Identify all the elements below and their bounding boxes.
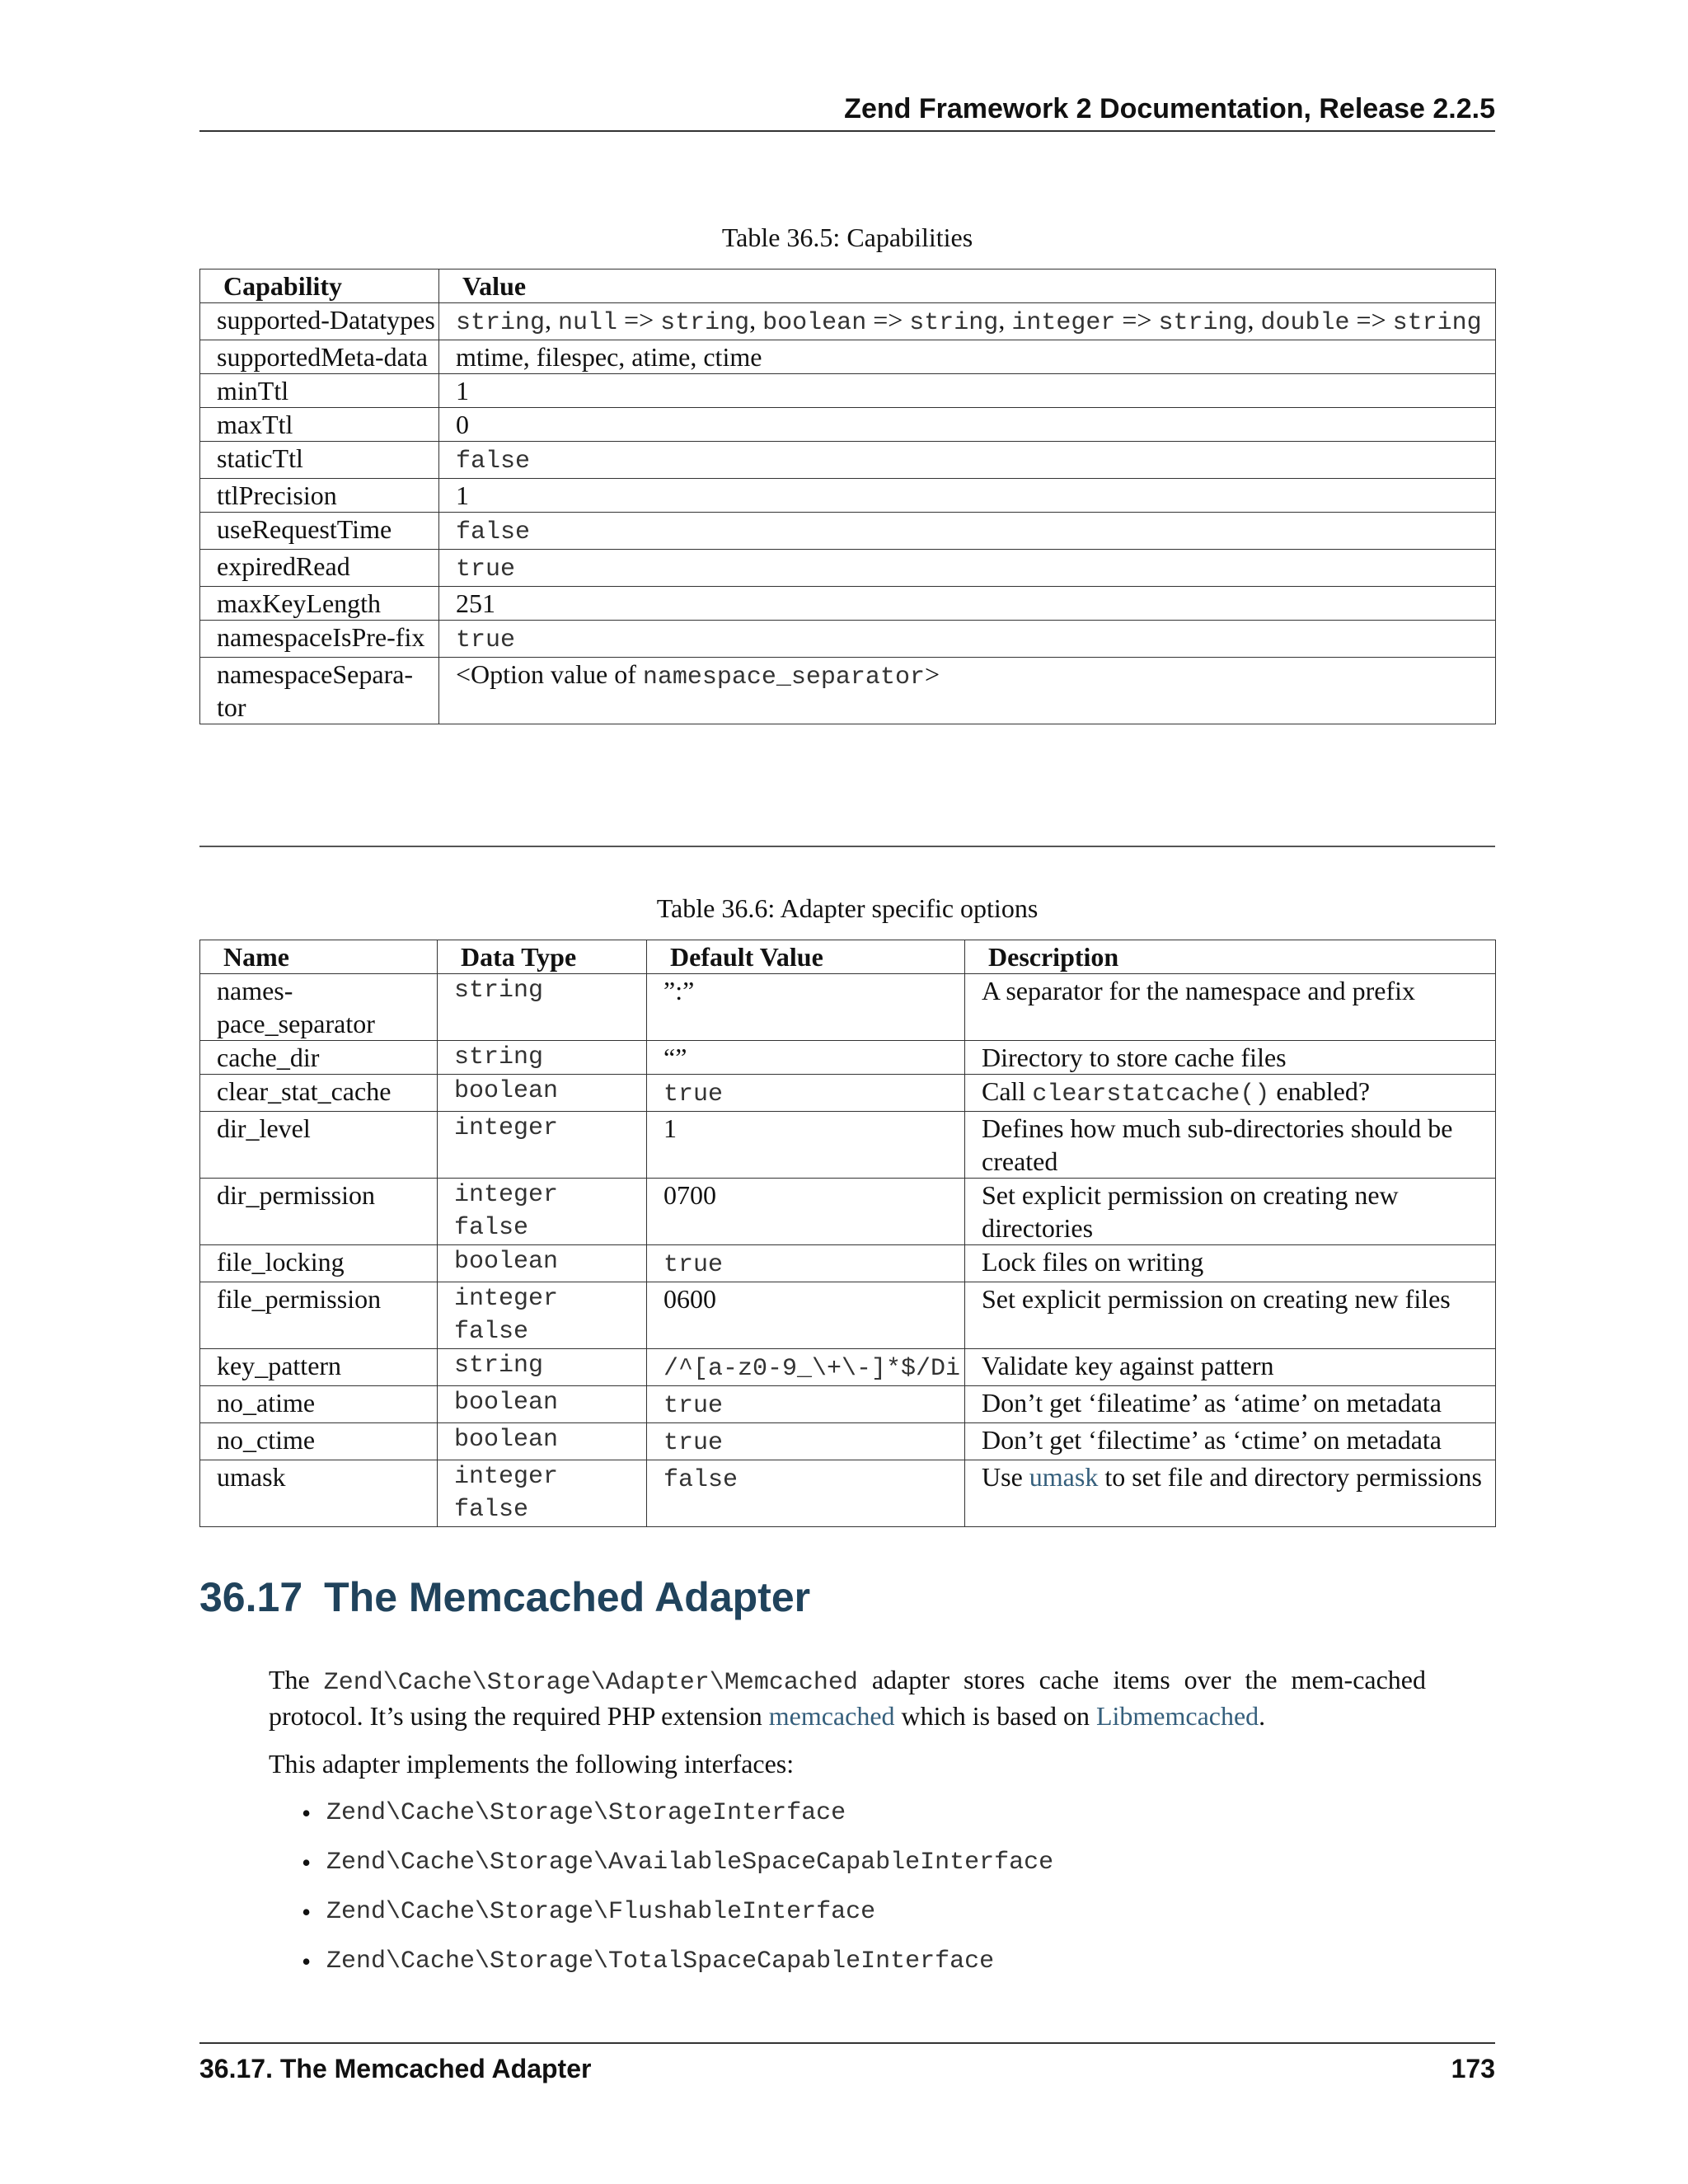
running-header: Zend Framework 2 Documentation, Release 2.2.5 <box>199 92 1495 132</box>
table-row <box>200 1349 1496 1386</box>
inline-code: string <box>909 309 999 337</box>
default-value: true <box>663 1429 724 1457</box>
value-cell <box>439 479 1496 513</box>
capabilities-table <box>199 269 1496 724</box>
data-type-cell <box>438 974 647 1041</box>
footer-section-label: 36.17. The Memcached Adapter <box>199 2054 592 2083</box>
default-value-cell <box>647 1112 965 1179</box>
table-row <box>200 1386 1496 1423</box>
list-item <box>302 1896 1053 1945</box>
data-type-cell <box>438 1075 647 1112</box>
inline-code: namespace_separator <box>642 663 925 691</box>
inline-text: => <box>1115 305 1159 335</box>
table-row <box>200 1423 1496 1460</box>
inline-text: => <box>866 305 910 335</box>
description-cell <box>965 974 1496 1041</box>
inline-code: false <box>456 448 531 476</box>
default-value-cell <box>647 1245 965 1282</box>
table-row <box>200 442 1496 479</box>
inline-text: mtime, filespec, atime, ctime <box>456 342 762 372</box>
inline-link[interactable]: memcached <box>768 1701 895 1731</box>
inline-code: clearstatcache() <box>1032 1080 1270 1108</box>
description-cell <box>965 1245 1496 1282</box>
inline-text: Set explicit permission on creating new directories <box>982 1180 1399 1243</box>
value-cell <box>439 442 1496 479</box>
table-caption-capabilities: Table 36.5: Capabilities <box>721 223 973 252</box>
table-row <box>200 303 1496 340</box>
column-header: Default Value <box>647 940 965 974</box>
data-type-value: boolean <box>454 1389 559 1417</box>
inline-text: to set file and directory permissions <box>1098 1462 1482 1492</box>
inline-text: Defines how much sub-directories should be created <box>982 1113 1453 1176</box>
description-cell <box>965 1423 1496 1460</box>
inline-text: , <box>1247 305 1261 335</box>
option-name-cell: clear_stat_cache <box>200 1075 438 1112</box>
inline-text: 251 <box>456 588 495 618</box>
inline-text: 0 <box>456 410 469 439</box>
horizontal-rule <box>199 846 1495 847</box>
capability-cell: ttlPrecision <box>200 479 439 513</box>
data-type-value: boolean <box>454 1077 559 1105</box>
table-row <box>200 1179 1496 1245</box>
data-type-value: string <box>454 977 544 1005</box>
capability-cell: supportedMeta-data <box>200 340 439 374</box>
inline-code: false <box>456 518 531 546</box>
data-type-cell <box>438 1041 647 1075</box>
default-value: true <box>663 1080 724 1108</box>
inline-code: boolean <box>762 309 867 337</box>
capability-cell: maxTtl <box>200 408 439 442</box>
description-cell <box>965 1112 1496 1179</box>
data-type-cell <box>438 1112 647 1179</box>
data-type-cell <box>438 1460 647 1527</box>
option-name-cell: file_locking <box>200 1245 438 1282</box>
option-name-cell: umask <box>200 1460 438 1527</box>
value-cell <box>439 587 1496 621</box>
data-type-cell <box>438 1179 647 1245</box>
inline-text: , <box>545 305 559 335</box>
interfaces-intro: This adapter implements the following interfaces: <box>269 1749 795 1779</box>
description-cell <box>965 1041 1496 1075</box>
inline-text: => <box>617 305 661 335</box>
default-value: false <box>663 1466 738 1494</box>
default-value: 0700 <box>663 1180 716 1210</box>
default-value: true <box>663 1392 724 1420</box>
inline-code: true <box>456 626 516 654</box>
description-cell <box>965 1075 1496 1112</box>
option-name-cell: names-pace_separator <box>200 974 438 1041</box>
inline-text: Use <box>982 1462 1029 1492</box>
description-cell <box>965 1349 1496 1386</box>
value-cell <box>439 374 1496 408</box>
data-type-value: integer false <box>454 1463 559 1524</box>
table-row <box>200 408 1496 442</box>
data-type-value: boolean <box>454 1426 559 1454</box>
inline-code: null <box>558 309 618 337</box>
option-name-cell: key_pattern <box>200 1349 438 1386</box>
capability-cell: minTtl <box>200 374 439 408</box>
option-name-cell: no_atime <box>200 1386 438 1423</box>
description-cell <box>965 1386 1496 1423</box>
data-type-cell <box>438 1423 647 1460</box>
inline-text: => <box>1349 305 1393 335</box>
inline-text: enabled? <box>1269 1076 1371 1106</box>
list-item <box>302 1945 1053 1994</box>
table-row <box>200 513 1496 550</box>
inline-text: , <box>749 305 763 335</box>
data-type-value: integer false <box>454 1181 559 1242</box>
table-row <box>200 1460 1496 1527</box>
default-value-cell <box>647 1179 965 1245</box>
table-row <box>200 1112 1496 1179</box>
default-value: 1 <box>663 1113 677 1143</box>
default-value-cell <box>647 1460 965 1527</box>
default-value-cell <box>647 974 965 1041</box>
inline-code: string <box>1392 309 1482 337</box>
column-header: Data Type <box>438 940 647 974</box>
description-cell <box>965 1282 1496 1349</box>
section-heading <box>199 1572 810 1622</box>
column-header: Capability <box>200 269 439 303</box>
list-item <box>302 1797 1053 1846</box>
list-item <box>302 1846 1053 1896</box>
inline-code: double <box>1260 309 1350 337</box>
inline-text: <Option value of <box>456 659 643 689</box>
default-value: true <box>663 1251 724 1279</box>
option-name-cell: file_permission <box>200 1282 438 1349</box>
intro-paragraph <box>269 1663 1426 1732</box>
table-row <box>200 1282 1496 1349</box>
inline-code: Zend\Cache\Storage\Adapter\Memcached <box>323 1669 858 1697</box>
data-type-value: string <box>454 1352 544 1380</box>
page-number: 173 <box>1451 2054 1495 2083</box>
capability-cell: namespaceSepara-tor <box>200 658 439 724</box>
inline-link[interactable]: Libmemcached <box>1095 1701 1259 1731</box>
inline-text: adapter stores cache items over the mem-cached protocol. It’s using the required PHP extension <box>269 1665 1427 1731</box>
description-cell <box>965 1460 1496 1527</box>
value-cell <box>439 621 1496 658</box>
option-name-cell: no_ctime <box>200 1423 438 1460</box>
option-name-cell: dir_permission <box>200 1179 438 1245</box>
capability-cell: expiredRead <box>200 550 439 587</box>
default-value: /^[a-z0-9_\+\-]*$/Di <box>663 1355 961 1383</box>
value-cell <box>439 303 1496 340</box>
table-header-row <box>200 269 1496 303</box>
default-value-cell <box>647 1349 965 1386</box>
inline-text: 1 <box>456 480 469 510</box>
table-row <box>200 550 1496 587</box>
inline-text: Validate key against pattern <box>982 1351 1274 1380</box>
value-cell <box>439 550 1496 587</box>
table-row <box>200 587 1496 621</box>
data-type-cell <box>438 1282 647 1349</box>
option-name-cell: cache_dir <box>200 1041 438 1075</box>
table-row <box>200 340 1496 374</box>
inline-text: Lock files on writing <box>982 1247 1204 1277</box>
table-caption-adapter-options: Table 36.6: Adapter specific options <box>656 893 1039 923</box>
inline-text: , <box>998 305 1012 335</box>
interface-name: Zend\Cache\Storage\StorageInterface <box>326 1799 846 1827</box>
inline-text: The <box>269 1665 324 1694</box>
inline-text: A separator for the namespace and prefix <box>982 976 1415 1005</box>
inline-text: > <box>924 659 940 689</box>
inline-text: Don’t get ‘filectime’ as ‘ctime’ on metadata <box>982 1425 1442 1455</box>
inline-text: Set explicit permission on creating new files <box>982 1284 1451 1314</box>
data-type-value: integer <box>454 1114 559 1142</box>
data-type-value: integer false <box>454 1285 559 1346</box>
default-value-cell <box>647 1386 965 1423</box>
value-cell <box>439 658 1496 724</box>
default-value-cell <box>647 1423 965 1460</box>
capability-cell: useRequestTime <box>200 513 439 550</box>
section-title-text: The Memcached Adapter <box>324 1574 811 1620</box>
interface-name: Zend\Cache\Storage\AvailableSpaceCapableInterface <box>326 1849 1054 1877</box>
value-cell <box>439 340 1496 374</box>
column-header: Name <box>200 940 438 974</box>
inline-code: string <box>660 309 750 337</box>
interface-name: Zend\Cache\Storage\TotalSpaceCapableInterface <box>326 1947 995 1975</box>
capability-cell: maxKeyLength <box>200 587 439 621</box>
table-header-row <box>200 940 1496 974</box>
capability-cell: supported-Datatypes <box>200 303 439 340</box>
table-row <box>200 658 1496 724</box>
data-type-cell <box>438 1386 647 1423</box>
inline-text: Don’t get ‘fileatime’ as ‘atime’ on metadata <box>982 1388 1442 1418</box>
inline-link[interactable]: umask <box>1029 1462 1099 1492</box>
default-value: 0600 <box>663 1284 716 1314</box>
value-cell <box>439 513 1496 550</box>
default-value: “” <box>663 1043 687 1072</box>
table-row <box>200 1075 1496 1112</box>
inline-text: . <box>1259 1701 1266 1731</box>
inline-code: string <box>456 309 546 337</box>
data-type-cell <box>438 1349 647 1386</box>
interfaces-list <box>302 1797 1053 1994</box>
data-type-value: boolean <box>454 1248 559 1276</box>
inline-text: 1 <box>456 376 469 405</box>
default-value-cell <box>647 1041 965 1075</box>
adapter-options-table <box>199 940 1496 1527</box>
table-row <box>200 1245 1496 1282</box>
section-number: 36.17 <box>199 1574 303 1620</box>
table-row <box>200 621 1496 658</box>
table-row <box>200 974 1496 1041</box>
interface-name: Zend\Cache\Storage\FlushableInterface <box>326 1898 876 1926</box>
table-row <box>200 1041 1496 1075</box>
default-value: ”:” <box>663 976 695 1005</box>
data-type-value: string <box>454 1043 544 1071</box>
inline-text: Directory to store cache files <box>982 1043 1287 1072</box>
table-row <box>200 374 1496 408</box>
data-type-cell <box>438 1245 647 1282</box>
description-cell <box>965 1179 1496 1245</box>
inline-text: Call <box>982 1076 1033 1106</box>
value-cell <box>439 408 1496 442</box>
capability-cell: staticTtl <box>200 442 439 479</box>
running-footer <box>199 2042 1495 2085</box>
column-header: Description <box>965 940 1496 974</box>
default-value-cell <box>647 1075 965 1112</box>
table-row <box>200 479 1496 513</box>
inline-code: string <box>1158 309 1248 337</box>
default-value-cell <box>647 1282 965 1349</box>
inline-text: which is based on <box>894 1701 1096 1731</box>
option-name-cell: dir_level <box>200 1112 438 1179</box>
inline-code: true <box>456 555 516 583</box>
inline-code: integer <box>1011 309 1116 337</box>
column-header: Value <box>439 269 1496 303</box>
capability-cell: namespaceIsPre-fix <box>200 621 439 658</box>
